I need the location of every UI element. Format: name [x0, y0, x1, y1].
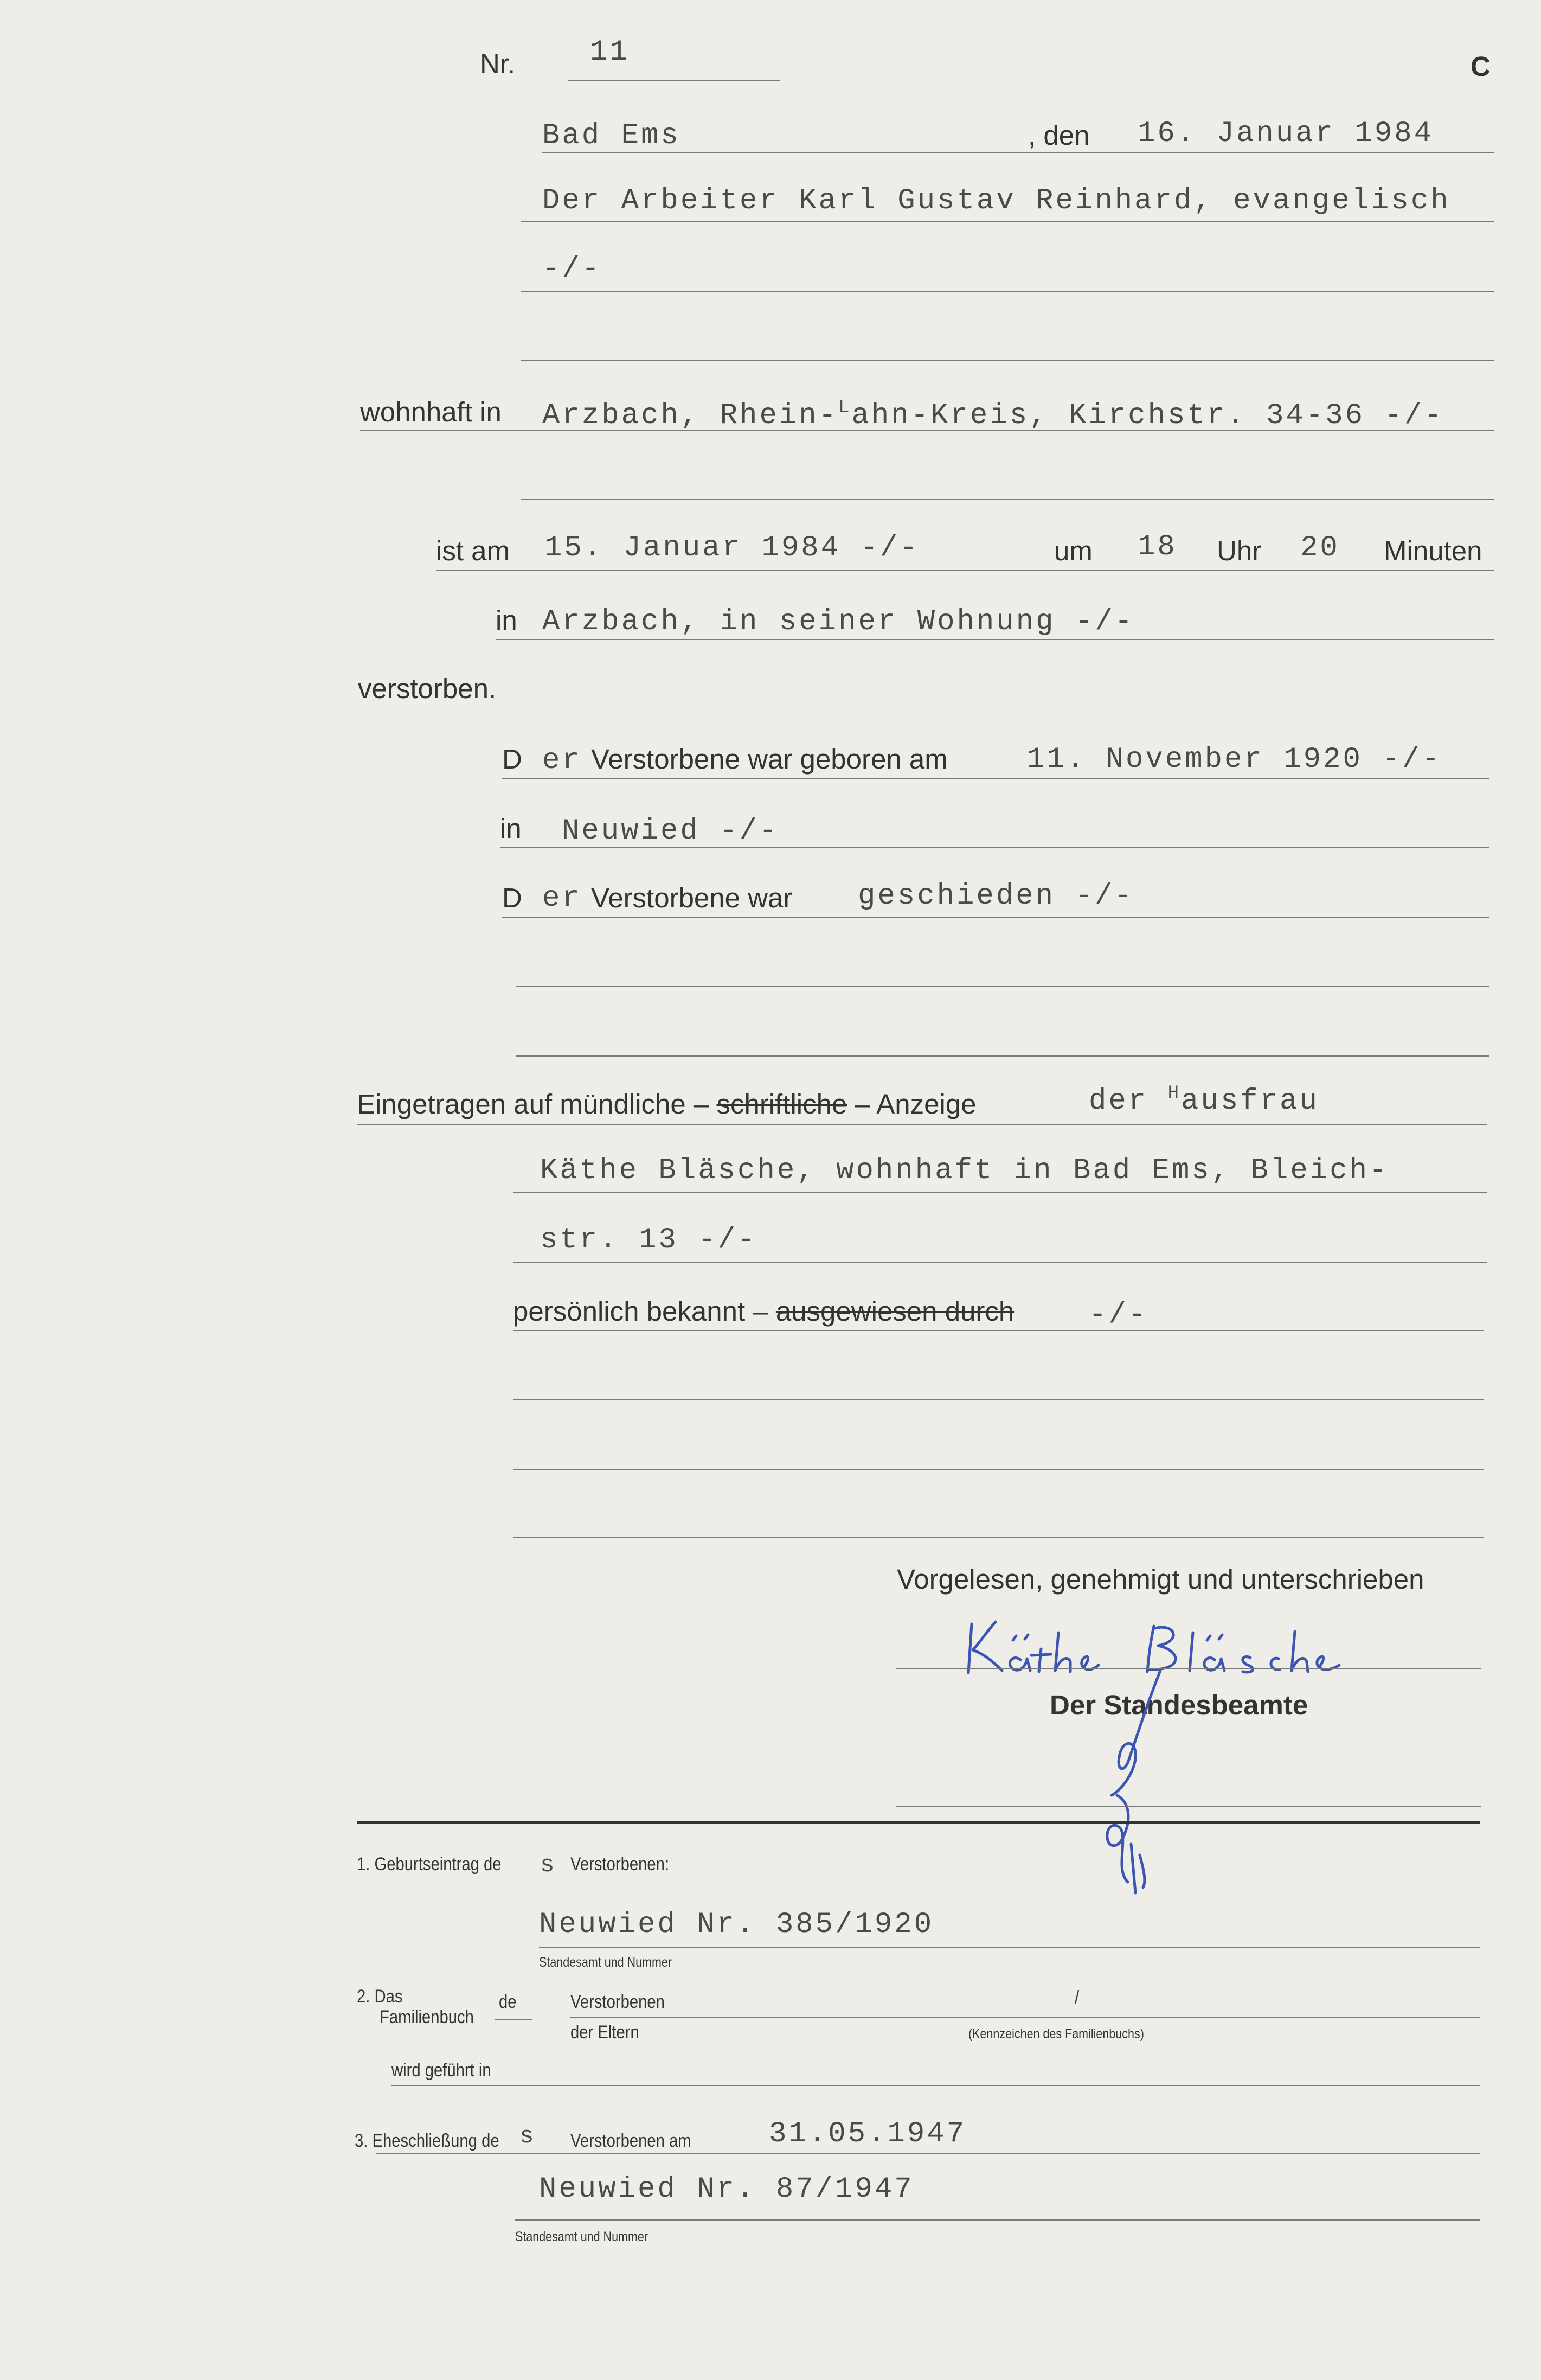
status-line — [502, 917, 1489, 918]
birth-prefix-d: D — [502, 744, 522, 775]
residence-line-2 — [521, 499, 1494, 500]
informant-line-3: str. 13 -/- — [540, 1224, 757, 1257]
minuten-label: Minuten — [1384, 535, 1482, 566]
footer-separator — [357, 1821, 1480, 1824]
birth-label: Verstorbene war geboren am — [591, 744, 948, 775]
birth-entry-caption: Standesamt und Nummer — [539, 1955, 672, 1970]
known-line-4 — [513, 1537, 1484, 1538]
family-book-num-a: 2. Das — [357, 1986, 403, 2007]
informant-underline-3 — [513, 1262, 1487, 1263]
person-line-2-value: -/- — [542, 253, 602, 286]
informant-title: der $^H$ausfrau — [1089, 1083, 1319, 1118]
informant-underline-2 — [513, 1192, 1487, 1193]
informant-line-2: Käthe Bläsche, wohnhaft in Bad Ems, Bleich- — [540, 1154, 1389, 1187]
birth-entry-label: 1. Geburtseintrag de — [357, 1854, 502, 1874]
record-date: 16. Januar 1984 — [1138, 117, 1434, 150]
residence-address: Arzbach, Rhein-$^L$ahn-Kreis, Kirchstr. 34-36 -/- — [542, 398, 1444, 432]
read-approved-label: Vorgelesen, genehmigt und unterschrieben — [897, 1564, 1424, 1595]
death-hour: 18 — [1138, 530, 1177, 564]
wohnhaft-label: wohnhaft in — [360, 396, 502, 427]
birth-prefix-er: er — [542, 744, 582, 777]
family-book-slash: / — [1075, 1987, 1080, 2008]
known-line-2 — [513, 1399, 1484, 1400]
birth-in-label: in — [500, 813, 522, 844]
marital-status: geschieden -/- — [858, 880, 1134, 913]
person-line-2 — [521, 291, 1494, 292]
person-line-1 — [521, 221, 1494, 222]
birth-entry-suffix: Verstorbenen: — [570, 1854, 670, 1874]
known-line — [513, 1330, 1484, 1331]
death-minutes: 20 — [1300, 532, 1340, 565]
marriage-registry-value: Neuwied Nr. 87/1947 — [539, 2173, 914, 2206]
marriage-registry-caption: Standesamt und Nummer — [515, 2229, 648, 2244]
marriage-label: 3. Eheschließung de — [355, 2131, 499, 2151]
status-prefix-er: er — [542, 882, 582, 915]
status-label: Verstorbene war — [591, 882, 793, 913]
place-of-record: Bad Ems — [542, 119, 680, 152]
family-book-opt2: der Eltern — [570, 2022, 639, 2043]
residence-line — [360, 430, 1494, 431]
known-line-3 — [513, 1469, 1484, 1470]
marriage-s: s — [519, 2123, 536, 2150]
known-label: persönlich bekannt – ausgewiesen durch — [513, 1296, 1015, 1327]
ist-am-label: ist am — [436, 535, 510, 566]
death-place-line — [496, 639, 1494, 640]
registrar-signature-line — [896, 1806, 1481, 1807]
person-line-3 — [521, 360, 1494, 361]
registration-label: Eingetragen auf mündliche – schriftliche – Anzeige — [357, 1089, 977, 1119]
family-book-caption: (Kennzeichen des Familienbuchs) — [968, 2026, 1144, 2042]
identification-value: -/- — [1089, 1298, 1148, 1332]
birth-date: 11. November 1920 -/- — [1027, 743, 1442, 776]
status-line-2 — [516, 986, 1489, 987]
birth-date-line — [502, 778, 1489, 779]
family-book-place-line — [391, 2085, 1480, 2086]
death-in-label: in — [496, 605, 517, 636]
deceased-description: Der Arbeiter Karl Gustav Reinhard, evangelisch — [542, 184, 1450, 217]
family-book-tick — [495, 2019, 532, 2020]
family-book-line — [570, 2017, 1480, 2018]
marriage-registry-line — [515, 2219, 1480, 2221]
death-place: Arzbach, in seiner Wohnung -/- — [542, 605, 1135, 638]
marriage-suffix: Verstorbenen am — [570, 2131, 691, 2151]
birth-entry-value: Neuwied Nr. 385/1920 — [539, 1908, 934, 1941]
registrar-signature — [1079, 1665, 1177, 1904]
registration-line — [357, 1124, 1487, 1125]
verstorben-label: verstorben. — [358, 673, 497, 704]
status-line-3 — [516, 1055, 1489, 1057]
family-book-wird: wird geführt in — [391, 2060, 491, 2081]
death-date: 15. Januar 1984 -/- — [544, 532, 920, 565]
birth-place: Neuwied -/- — [562, 815, 779, 848]
status-prefix-d: D — [502, 882, 522, 913]
birth-place-line — [500, 847, 1489, 848]
den-label: , den — [1028, 120, 1090, 151]
nr-label: Nr. — [480, 48, 516, 79]
informant-signature-line — [896, 1668, 1481, 1669]
nr-underline — [568, 80, 780, 81]
family-book-opt1: Verstorbenen — [570, 1992, 665, 2012]
marriage-line — [376, 2153, 1480, 2154]
nr-value: 11 — [590, 36, 630, 69]
um-label: um — [1054, 535, 1093, 566]
registrar-label: Der Standesbeamte — [1050, 1690, 1308, 1720]
marriage-date: 31.05.1947 — [769, 2117, 967, 2151]
family-book-num-b: Familienbuch — [380, 2007, 474, 2027]
corner-letter: C — [1471, 51, 1491, 82]
death-time-line — [436, 570, 1494, 571]
family-book-de: de — [499, 1992, 517, 2012]
birth-entry-s: s — [540, 1852, 557, 1879]
birth-entry-line — [539, 1947, 1480, 1948]
place-date-line — [542, 152, 1494, 153]
uhr-label: Uhr — [1217, 535, 1262, 566]
